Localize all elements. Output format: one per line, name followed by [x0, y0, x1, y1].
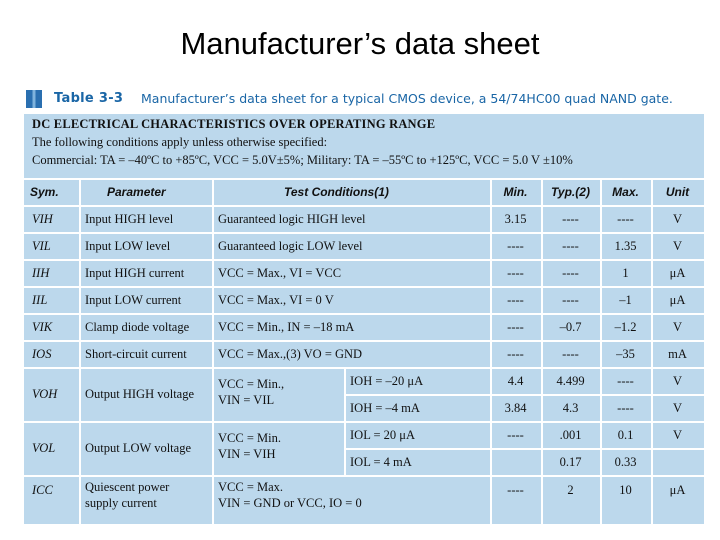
row-typ: ---- — [562, 239, 579, 253]
sub-test-condition: IOH = –20 μA — [350, 374, 424, 388]
row-min: ---- — [507, 320, 524, 334]
grid-line — [24, 475, 704, 477]
row-parameter: Short-circuit current — [85, 347, 187, 361]
operating-conditions — [24, 114, 704, 178]
grid-line — [24, 313, 704, 315]
row-min: ---- — [507, 266, 524, 280]
row-parameter: Input HIGH level — [85, 212, 174, 226]
conditions-line: The following conditions apply unless otherwise specified: — [32, 135, 328, 149]
sub-unit: V — [672, 401, 683, 415]
caption-text: Manufacturer’s data sheet for a typical CMOS device, a 54/74HC00 quad NAND gate. — [141, 91, 673, 106]
header-min: Min. — [503, 185, 528, 199]
table-caption — [24, 86, 704, 112]
row-min: 3.15 — [504, 212, 527, 226]
sub-typ: 0.17 — [559, 455, 582, 469]
sub-test-condition: IOL = 4 mA — [350, 455, 412, 469]
row-min: ---- — [507, 239, 524, 253]
sub-max: 0.1 — [617, 428, 634, 442]
row-symbol: VIK — [32, 320, 53, 334]
row-test-condition: VCC = Max., VI = 0 V — [218, 293, 334, 307]
header-test-conditions: Test Conditions(1) — [284, 185, 389, 199]
row-unit: μA — [669, 266, 686, 280]
row-min: ---- — [507, 293, 524, 307]
conditions-heading: DC ELECTRICAL CHARACTERISTICS OVER OPERATING RANGE — [32, 117, 436, 131]
row-unit: mA — [668, 347, 687, 361]
icc-parameter: Quiescent power — [85, 480, 170, 494]
row-max: ---- — [617, 212, 634, 226]
group-condition-line: VCC = Min. — [218, 431, 281, 445]
sub-min: ---- — [507, 428, 524, 442]
row-max: 1.35 — [614, 239, 637, 253]
grid-line — [24, 259, 704, 261]
row-max: 1 — [622, 266, 629, 280]
conditions-line: Commercial: TA = –40ºC to +85ºC, VCC = 5.0V±5%; Military: TA = –55ºC to +125ºC, VCC = 5.0 V ±10% — [32, 153, 573, 167]
icc-typ: 2 — [567, 483, 574, 497]
row-test-condition: Guaranteed logic LOW level — [218, 239, 363, 253]
sub-test-condition: IOH = –4 mA — [350, 401, 420, 415]
grid-line — [24, 205, 704, 207]
row-symbol: IOS — [32, 347, 52, 361]
group-condition-line: VCC = Min., — [218, 377, 285, 391]
caption-marker-icon — [26, 90, 42, 108]
grid-line — [79, 178, 81, 524]
grid-line — [24, 286, 704, 288]
row-max: –1.2 — [614, 320, 637, 334]
header-max: Max. — [612, 185, 639, 199]
sub-typ: .001 — [559, 428, 582, 442]
row-symbol: IIL — [32, 293, 48, 307]
grid-line — [24, 421, 704, 423]
row-typ: ---- — [562, 266, 579, 280]
data-sheet — [24, 86, 704, 526]
sub-unit: V — [672, 428, 683, 442]
row-max: –35 — [616, 347, 635, 361]
group-condition-line: VIN = VIL — [218, 393, 275, 407]
row-symbol: IIH — [32, 266, 50, 280]
group-condition-line: VIN = VIH — [218, 447, 276, 461]
row-unit: V — [672, 239, 683, 253]
sub-unit: V — [672, 374, 683, 388]
icc-min: ---- — [507, 483, 524, 497]
row-parameter: Input LOW current — [85, 293, 182, 307]
icc-symbol: ICC — [32, 483, 53, 497]
row-unit: V — [672, 320, 683, 334]
sub-test-condition: IOL = 20 μA — [350, 428, 416, 442]
grid-line — [344, 394, 704, 396]
icc-max: 10 — [619, 483, 632, 497]
row-test-condition: Guaranteed logic HIGH level — [218, 212, 366, 226]
icc-unit: μA — [669, 483, 686, 497]
sub-min: 4.4 — [507, 374, 524, 388]
row-typ: –0.7 — [559, 320, 582, 334]
grid-line — [24, 367, 704, 369]
icc-parameter: supply current — [85, 496, 157, 510]
icc-condition: VCC = Max. — [218, 480, 284, 494]
row-test-condition: VCC = Max.,(3) VO = GND — [218, 347, 363, 361]
grid-line — [24, 178, 704, 180]
grid-line — [344, 448, 704, 450]
group-parameter: Output HIGH voltage — [85, 387, 195, 401]
row-test-condition: VCC = Max., VI = VCC — [218, 266, 342, 280]
row-typ: ---- — [562, 347, 579, 361]
row-min: ---- — [507, 347, 524, 361]
row-unit: V — [672, 212, 683, 226]
row-parameter: Input LOW level — [85, 239, 171, 253]
row-max: –1 — [619, 293, 632, 307]
sub-min: 3.84 — [504, 401, 527, 415]
header-parameter: Parameter — [107, 185, 166, 199]
sub-typ: 4.499 — [556, 374, 585, 388]
sub-max: ---- — [617, 401, 634, 415]
row-typ: ---- — [562, 212, 579, 226]
row-symbol: VIH — [32, 212, 53, 226]
grid-line — [24, 340, 704, 342]
row-parameter: Clamp diode voltage — [85, 320, 190, 334]
row-parameter: Input HIGH current — [85, 266, 185, 280]
sub-max: 0.33 — [614, 455, 637, 469]
header-unit: Unit — [665, 185, 690, 199]
row-test-condition: VCC = Min., IN = –18 mA — [218, 320, 355, 334]
grid-line — [24, 232, 704, 234]
header-sym: Sym. — [30, 185, 59, 199]
header-typ: Typ.(2) — [551, 185, 590, 199]
group-symbol: VOL — [32, 441, 56, 455]
icc-condition: VIN = GND or VCC, IO = 0 — [218, 496, 362, 510]
sub-max: ---- — [617, 374, 634, 388]
caption-label: Table 3-3 — [54, 91, 124, 106]
group-symbol: VOH — [32, 387, 58, 401]
characteristics-table — [24, 114, 704, 524]
row-unit: μA — [669, 293, 686, 307]
group-parameter: Output LOW voltage — [85, 441, 191, 455]
slide-title: Manufacturer’s data sheet — [180, 26, 540, 61]
row-typ: ---- — [562, 293, 579, 307]
sub-typ: 4.3 — [562, 401, 579, 415]
row-symbol: VIL — [32, 239, 51, 253]
